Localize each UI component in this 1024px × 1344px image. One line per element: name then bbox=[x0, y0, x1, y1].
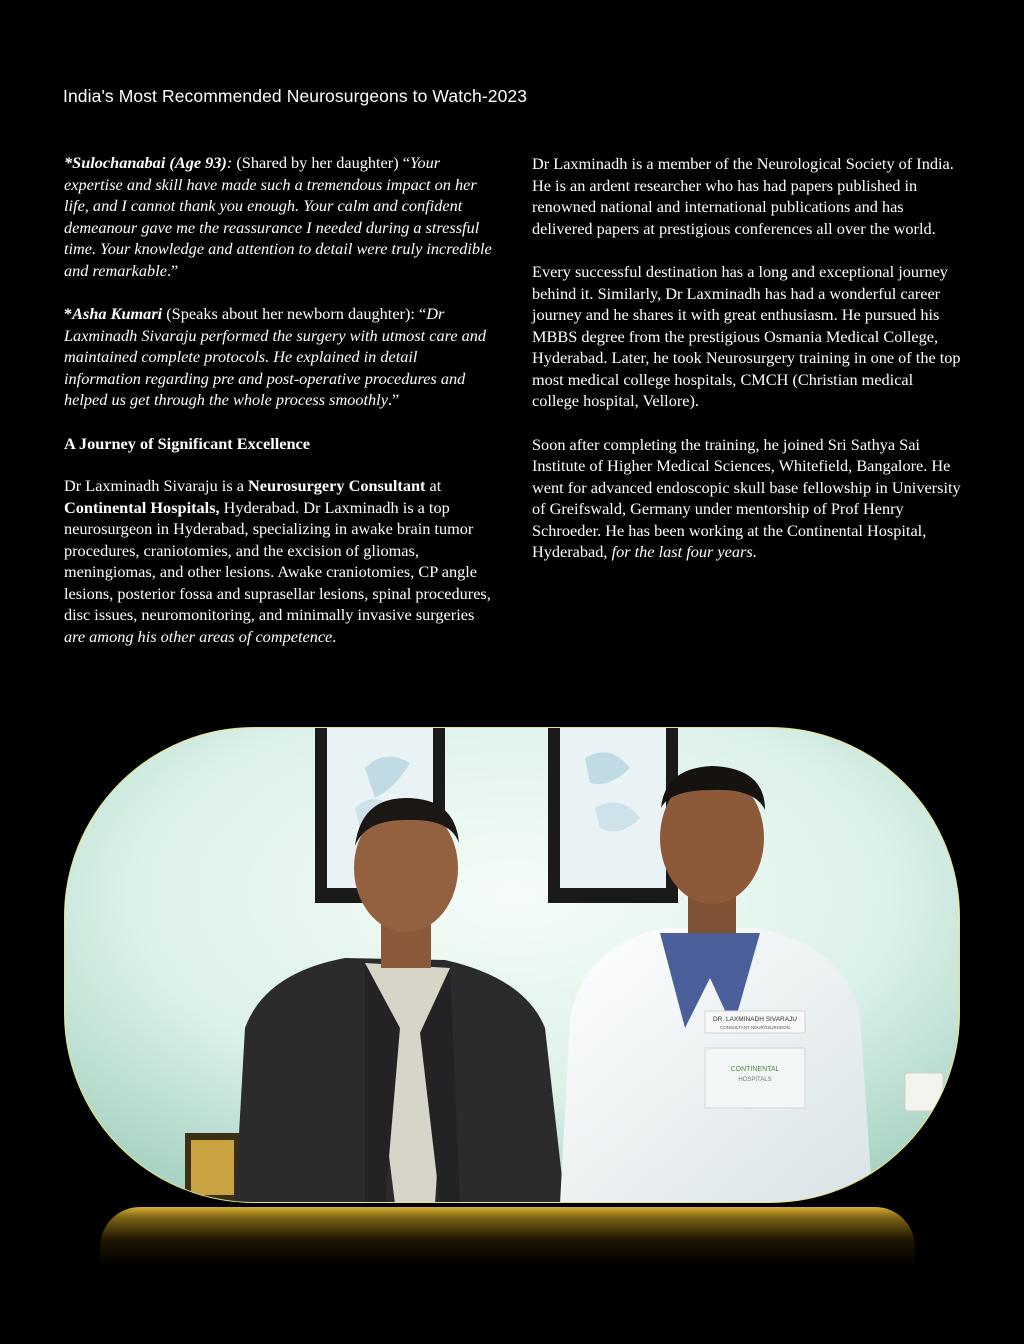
bio-text: at bbox=[425, 476, 442, 495]
testimonial-name: *Sulochanabai (Age 93) bbox=[64, 153, 227, 172]
quote-end: .” bbox=[387, 390, 400, 409]
society-paragraph: Dr Laxminadh is a member of the Neurological Society of India. He is an ardent researcher who has had papers published in renowned national and international publications and has delivered papers at prestigious conferences all over the world. bbox=[532, 154, 954, 238]
bio-text: Hyderabad. Dr Laxminadh is a top neurosurgeon in Hyderabad, specializing in awake brain tumor procedures, craniotomies, and the excision of gliomas, meningiomas, and other lesions. Awake craniotomies, CP angle lesions, posterior fossa and suprasellar lesions, spinal procedures, disc issues, neuromonitoring, and minimally invasive surgeries bbox=[64, 497, 491, 624]
training-text: Soon after completing the training, he joined Sri Sathya Sai Institute of Higher Medical Sciences, Whitefield, Bangalore. He went for advanced endoscopic skull base fellowship in University of Greifswald, Germany under mentorship of Prof Henry Schroeder. He has been working at the Continental Hospital, Hyderabad, bbox=[532, 434, 961, 561]
training-italic: for the last four years bbox=[611, 542, 753, 561]
bio-bold-role: Neurosurgery Consultant bbox=[248, 476, 426, 495]
career-paragraph: Every successful destination has a long and exceptional journey behind it. Similarly, Dr Laxminadh has had a wonderful career journey and he shares it with great enthusiasm. He pursued his MBBS degree from the prestigious Osmania Medical College, Hyderabad. Later, he took Neurosurgery training in one of the top most medical college hospitals, CMCH (Christian medical college hospital, Vellore). bbox=[532, 262, 961, 410]
bio-text: Dr Laxminadh Sivaraju is a bbox=[64, 476, 249, 495]
wall-switch bbox=[905, 1073, 943, 1111]
colon: : bbox=[226, 153, 233, 172]
coat-brand-text: CONTINENTAL bbox=[730, 1066, 780, 1073]
training-text: . bbox=[752, 542, 757, 561]
bio-bold-hospital: Continental Hospitals, bbox=[64, 497, 220, 517]
quote-end: .” bbox=[166, 260, 179, 280]
asterisk: * bbox=[64, 304, 73, 323]
coat-title-text: CONSULTANT NEUROSURGEON bbox=[719, 1025, 791, 1030]
section-heading: A Journey of Significant Excellence bbox=[64, 433, 311, 453]
coat-name-text: DR. LAXMINADH SIVARAJU bbox=[712, 1016, 798, 1023]
right-column bbox=[532, 153, 964, 585]
testimonial-name: Asha Kumari bbox=[72, 304, 163, 323]
testimonial-sulochanabai bbox=[64, 152, 492, 281]
gold-accent-bar bbox=[100, 1207, 915, 1267]
bio-italic: are among his other areas of competence bbox=[64, 626, 333, 646]
training-paragraph bbox=[532, 434, 964, 563]
testimonial-asha-kumari bbox=[64, 303, 492, 411]
photo-illustration bbox=[65, 728, 960, 1203]
coat-brand-sub: HOSPITALS bbox=[738, 1077, 772, 1083]
testimonial-quote: Your expertise and skill have made such a tremendous impact on her life, and I cannot thank you enough. Your calm and confident demeanour gave me the reassurance I needed during a stressful time. Your knowledge and attention to detail were truly incredible and remarkable bbox=[64, 153, 492, 280]
testimonial-quote: Dr Laxminadh Sivaraju performed the surgery with utmost care and maintained complete protocols. He explained in detail information regarding pre and post-operative procedures and helped us get through the whole process smoothly bbox=[64, 304, 487, 409]
doctors-photo bbox=[64, 727, 960, 1203]
page-header-title: India's Most Recommended Neurosurgeons to Watch-2023 bbox=[63, 86, 528, 106]
award-plaque bbox=[185, 1133, 240, 1203]
bio-text: . bbox=[332, 626, 337, 646]
testimonial-intro: (Shared by her daughter) “ bbox=[232, 153, 410, 172]
wall-frame-right bbox=[548, 728, 678, 903]
testimonial-intro: (Speaks about her newborn daughter): “ bbox=[162, 304, 427, 323]
bio-paragraph bbox=[64, 475, 492, 647]
left-column bbox=[64, 152, 492, 669]
